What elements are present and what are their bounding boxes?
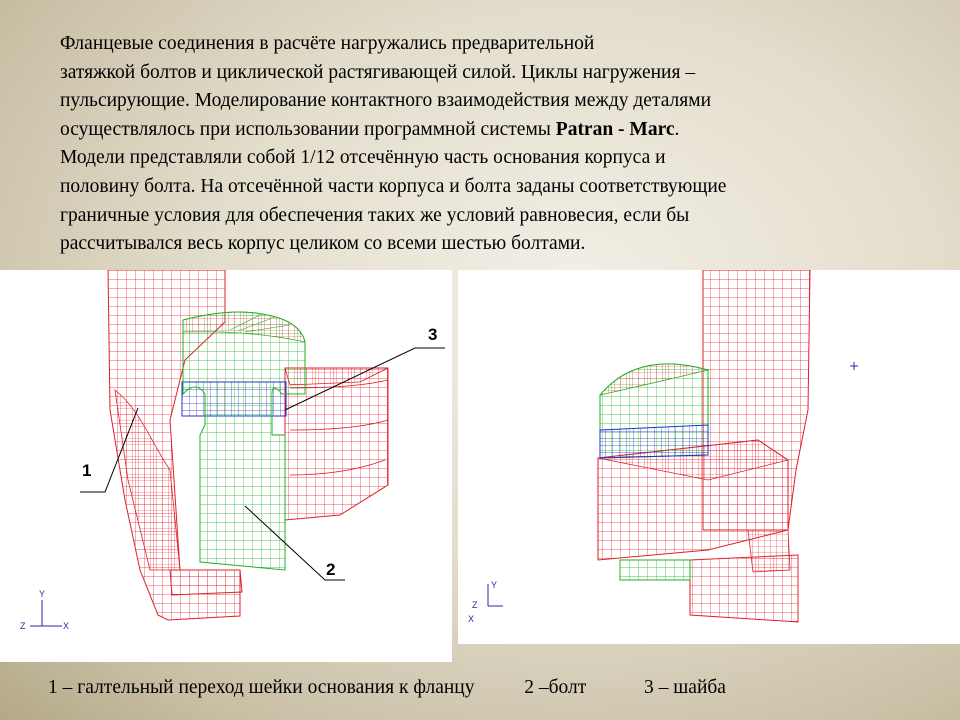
text-line-1: Фланцевые соединения в расчёте нагружались предварительной: [60, 33, 595, 54]
washer-mesh-right: [600, 425, 708, 458]
text-line-8: рассчитывался весь корпус целиком со всеми шестью болтами.: [60, 233, 586, 255]
axis-y-right: Y: [491, 580, 498, 590]
callout-2: 2: [326, 560, 336, 579]
legend-item-1: 1 – галтельный переход шейки основания к фланцу: [48, 677, 475, 698]
legend-item-3: 3 – шайба: [644, 677, 726, 698]
text-line-4: осуществлялось при использовании программной системы: [60, 118, 556, 140]
text-line-5: Модели представляли собой 1/12 отсечённую часть основания корпуса и: [60, 147, 666, 169]
fe-model-right-panel: [458, 270, 960, 644]
coordinate-triad-left: [30, 600, 62, 626]
description-paragraph: [60, 30, 920, 259]
legend-item-2: 2 –болт: [524, 677, 587, 698]
text-line-4-end: .: [674, 118, 680, 140]
text-line-3: пульсирующие. Моделирование контактного взаимодействия между деталями: [60, 90, 712, 112]
callout-3: 3: [428, 325, 438, 344]
axis-x-left: X: [63, 621, 70, 631]
fe-model-left: [0, 270, 452, 662]
fe-model-left-panel: [0, 270, 452, 662]
node-marker: [850, 362, 858, 370]
legend: [48, 677, 726, 699]
axis-z-right: Z: [472, 600, 478, 610]
text-line-2: затяжкой болтов и циклической растягивающей силой. Циклы нагружения –: [60, 61, 696, 83]
axis-x-right: X: [468, 614, 475, 624]
text-line-6: половину болта. На отсечённой части корпуса и болта заданы соответствующие: [60, 175, 727, 197]
axis-y-left: Y: [39, 589, 46, 599]
software-name: Patran - Marc: [555, 118, 675, 140]
text-line-7: граничные условия для обеспечения таких же условий равновесия, если бы: [60, 204, 690, 226]
callout-1: 1: [82, 461, 92, 480]
fe-model-right: [458, 270, 960, 644]
axis-z-left: Z: [20, 621, 26, 631]
